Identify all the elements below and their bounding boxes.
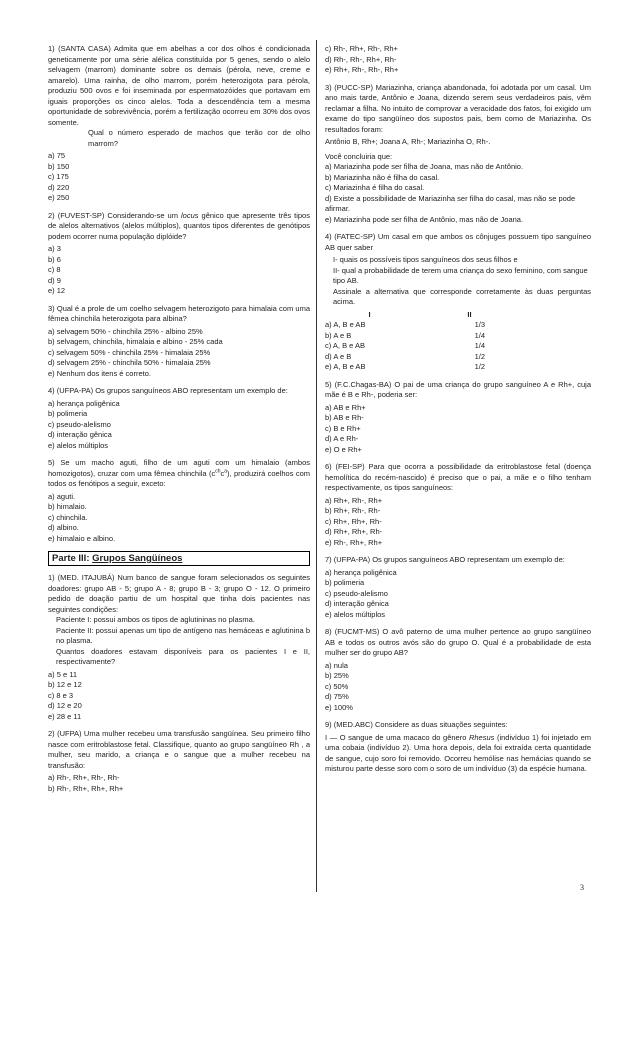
blood-question-7 bbox=[325, 555, 591, 620]
blood-question-8 bbox=[325, 627, 591, 713]
option: a) Rh-, Rh+, Rh-, Rh- bbox=[48, 773, 120, 782]
option: e) 12 bbox=[48, 286, 66, 295]
table-row bbox=[325, 352, 525, 363]
options bbox=[48, 151, 310, 204]
question-2 bbox=[48, 211, 310, 297]
question-text: 7) (UFPA-PA) Os grupos sanguíneos ABO representam um exemplo de: bbox=[325, 555, 565, 564]
page-number: 3 bbox=[580, 883, 584, 892]
option: a) 75 bbox=[48, 151, 66, 160]
table-row bbox=[325, 341, 525, 352]
table-cell: b) A e B bbox=[325, 330, 352, 340]
question-text: 2) (UFPA) Uma mulher recebeu uma transfusão sangüínea. Seu primeiro filho nasce com eritroblastose fetal. Classifique, quanto ao grupo sangüíneo Rh , a mulher, seu marido, a criança e o sangue que a mulher recebeu na transfusão: bbox=[48, 729, 310, 770]
blood-question-3 bbox=[325, 83, 591, 226]
table-row bbox=[325, 331, 525, 342]
option: d) 12 e 20 bbox=[48, 701, 82, 710]
option: a) selvagem 50% - chinchila 25% - albino 25% bbox=[48, 326, 203, 336]
option: c) 8 e 3 bbox=[48, 690, 74, 700]
option: b) Rh-, Rh+, Rh+, Rh+ bbox=[48, 783, 124, 793]
option: c) B e Rh+ bbox=[325, 423, 361, 433]
option: e) O e Rh+ bbox=[325, 444, 362, 454]
column-header: II bbox=[467, 309, 472, 319]
option: d) Existe a possibilidade de Mariazinha ser filha do casal, mas não se pode afirmar. bbox=[325, 193, 576, 213]
option: b) himalaio. bbox=[48, 502, 87, 511]
superscript: a bbox=[224, 468, 228, 474]
option: d) albino. bbox=[48, 523, 79, 532]
table-cell: e) A, B e AB bbox=[325, 362, 366, 371]
option: d) 9 bbox=[48, 275, 61, 285]
table-cell: c) A, B e AB bbox=[325, 341, 366, 350]
option: b) selvagem, chinchila, himalaia e albino - 25% cada bbox=[48, 337, 223, 346]
question-3 bbox=[48, 304, 310, 380]
table-cell: 1/2 bbox=[474, 362, 485, 371]
option: e) Rh+, Rh-, Rh-, Rh+ bbox=[325, 65, 399, 74]
question-text: 1) (MED. ITAJUBÁ) Num banco de sangue foram selecionados os seguintes doadores: grupo AB - 5; grupo A - 8; grupo B - 3; grupo O - 12. O primeiro pedido de doação partiu de um hospital que tinha dois pacientes nas seguintes condições: bbox=[48, 573, 310, 614]
question-text: 3) (PUCC-SP) Mariazinha, criança abandonada, foi adotada por um casal. Um ano mais tarde, Antônio e Joana, dizendo serem seus verdadeiros pais, vêm reclamar a filha. No intuito de comprovar a veracidade dos fatos, foi exigido um exame do tipo sangüíneo dos supostos pais, bem como de Mariazinha. Os resultados foram: bbox=[325, 82, 591, 134]
table-cell: a) A, B e AB bbox=[325, 320, 366, 329]
option: a) aguti. bbox=[48, 491, 76, 501]
option: e) himalaio e albino. bbox=[48, 533, 116, 543]
option: c) pseudo-alelismo bbox=[48, 419, 111, 429]
option: b) 25% bbox=[325, 671, 349, 680]
superscript: ch bbox=[215, 468, 221, 474]
patient-2: Paciente II: possui apenas um tipo de antígeno nas hemáceas e aglutinina b no plasma. bbox=[56, 625, 310, 645]
option: c) Rh+, Rh+, Rh- bbox=[325, 516, 382, 526]
question-1 bbox=[48, 44, 310, 204]
text-part: I — O sangue de uma macaco do gênero bbox=[325, 732, 469, 742]
option: a) 5 e 11 bbox=[48, 669, 78, 679]
right-column bbox=[325, 44, 591, 782]
section-title: Grupos Sangüíneos bbox=[92, 553, 183, 564]
option: a) nula bbox=[325, 660, 348, 670]
patient-1: Paciente I: possui ambos os tipos de aglutininas no plasma. bbox=[56, 615, 255, 624]
option: b) polimeria bbox=[325, 578, 365, 587]
option: e) alelos múltiplos bbox=[48, 440, 109, 450]
option: c) Mariazinha é filha do casal. bbox=[325, 183, 425, 192]
text-part: c bbox=[220, 468, 225, 478]
column-divider bbox=[316, 40, 317, 892]
text-part: 5) Se um macho aguti, filho de um aguti com um himalaio (ambos homozigotos), cruzar com uma fêmea chinchila (c bbox=[48, 458, 310, 478]
option: d) interação gênica bbox=[325, 599, 389, 608]
table-cell: 1/4 bbox=[474, 341, 485, 350]
option: d) Rh-, Rh-, Rh+, Rh- bbox=[325, 54, 397, 64]
option: e) 100% bbox=[325, 702, 353, 712]
section-part: Parte III: bbox=[52, 553, 90, 564]
option: b) AB e Rh- bbox=[325, 413, 364, 422]
text-part: (indivíduo 1) foi injetado em uma cobaia (indivíduo 2). Uma hora depois, dela foi extraída certa quantidade de sangue, cujo soro foi removido. Ocorreu hemólise nas hemácias quando se misturou parte desse soro com o soro de um indivíduo (3) da espécie humana. bbox=[325, 732, 592, 773]
blood-question-6 bbox=[325, 462, 591, 548]
option: a) Mariazinha pode ser filha de Joana, mas não de Antônio. bbox=[325, 162, 524, 171]
question-text: 3) Qual é a prole de um coelho selvagem heterozigoto para himalaia com uma fêmea chinchila heterozigota para albina? bbox=[48, 303, 310, 323]
blood-question-4 bbox=[325, 232, 591, 373]
text-part: gênico que apresente três tipos de alelos alternativos (alelos múltiplos), quantos tipos diferentes de genótipos podem ocorrer numa população diplóide? bbox=[48, 210, 310, 241]
option: c) Rh-, Rh+, Rh-, Rh+ bbox=[325, 44, 398, 53]
question-4 bbox=[48, 386, 310, 451]
option: b) 12 e 12 bbox=[48, 680, 82, 689]
text-italic: Rhesus bbox=[468, 732, 495, 742]
table-cell: d) A e B bbox=[325, 351, 352, 361]
table-cell: 1/4 bbox=[474, 330, 485, 340]
question-prompt: Quantos doadores estavam disponíveis para os pacientes I e II, respectivamente? bbox=[56, 646, 310, 666]
option: c) chinchila. bbox=[48, 512, 88, 522]
option: d) A e Rh- bbox=[325, 434, 359, 443]
option: c) 175 bbox=[48, 172, 69, 181]
blood-question-5 bbox=[325, 380, 591, 456]
option: b) 150 bbox=[48, 161, 70, 171]
section-heading bbox=[48, 551, 310, 566]
question-text: 4) (UFPA-PA) Os grupos sanguíneos ABO representam um exemplo de: bbox=[48, 386, 288, 395]
option: a) Rh+, Rh-, Rh+ bbox=[325, 495, 383, 505]
sub-question-1: I- quais os possíveis tipos sanguíneos dos seus filhos e bbox=[333, 255, 518, 264]
table-header bbox=[325, 310, 525, 321]
question-text bbox=[48, 458, 310, 490]
question-text: 9) (MED.ABC) Considere as duas situações seguintes: bbox=[325, 720, 508, 729]
text-part: 2) (FUVEST-SP) Considerando-se um bbox=[48, 210, 181, 220]
question-text: 5) (F.C.Chagas-BA) O pai de uma criança do grupo sanguíneo A e Rh+, cuja mãe é B e Rh-, poderia ser: bbox=[325, 379, 591, 399]
question-text: 6) (FEI-SP) Para que ocorra a possibilidade da eritroblastose fetal (doença hemolítica do recém-nascido) é preciso que o pai, a mãe e o filho tenham respectivamente, os tipos sanguíneos: bbox=[325, 462, 591, 492]
option: e) 28 e 11 bbox=[48, 711, 82, 721]
option: e) alelos múltiplos bbox=[325, 609, 386, 619]
blood-question-2 bbox=[48, 729, 310, 794]
question-text bbox=[48, 211, 310, 243]
option: b) polimeria bbox=[48, 409, 88, 418]
question-text: 4) (FATEC-SP) Um casal em que ambos os cônjuges possuem tipo sanguíneo AB quer saber bbox=[325, 232, 591, 252]
question-prompt: Você concluiria que: bbox=[325, 151, 393, 161]
option: c) selvagem 50% - chinchila 25% - himalaia 25% bbox=[48, 347, 211, 357]
left-column bbox=[48, 44, 310, 801]
option: d) 75% bbox=[325, 692, 349, 701]
question-5 bbox=[48, 458, 310, 544]
option: a) 3 bbox=[48, 244, 61, 253]
option: a) herança poligênica bbox=[48, 398, 120, 408]
blood-question-9 bbox=[325, 720, 591, 775]
column-header: I bbox=[368, 309, 371, 319]
answer-table bbox=[325, 310, 525, 373]
option: c) 50% bbox=[325, 681, 349, 691]
option: b) Rh+, Rh-, Rh- bbox=[325, 506, 381, 515]
situation-1 bbox=[325, 733, 591, 775]
table-cell: 1/3 bbox=[474, 320, 485, 329]
option: d) selvagem 25% - chinchila 50% - himalaia 25% bbox=[48, 358, 211, 367]
table-row bbox=[325, 320, 525, 331]
option: d) Rh+, Rh+, Rh- bbox=[325, 527, 383, 536]
option: d) interação gênica bbox=[48, 430, 112, 439]
option: d) 220 bbox=[48, 182, 70, 192]
table-cell: 1/2 bbox=[474, 351, 485, 361]
table-row bbox=[325, 362, 525, 373]
question-text: 8) (FUCMT-MS) O avô paterno de uma mulher pertence ao grupo sangüíneo AB e todos os outros avós são do grupo O. Qual é a probabilidade de esta mulher ser do grupo AB? bbox=[325, 627, 591, 657]
option: e) 250 bbox=[48, 193, 70, 202]
option: a) AB e Rh+ bbox=[325, 402, 366, 412]
option: e) Rh-, Rh+, Rh+ bbox=[325, 537, 383, 547]
question-text: 1) (SANTA CASA) Admita que em abelhas a cor dos olhos é condicionada geneticamente por uma série alélica constituída por 5 genes, sendo o alelo selvagem (marrom) dominante sobre os demais (pérola, neve, creme e amarelo). Uma rainha, de olho marrom, porém heterozigota para pérola, produziu 500 ovos e foi inseminada por espermatozóides que portavam em iguais proporções os cinco alelos. Toda a descendência tem a mesma oportunidade de sobrevivência, porém a fertilização ocorreu em 30% dos ovos somente. bbox=[48, 44, 310, 127]
results-line: Antônio B, Rh+; Joana A, Rh-; Mariazinha O, Rh-. bbox=[325, 137, 491, 146]
text-part: ), produzirá coelhos com todos os fenótipos a seguir, exceto: bbox=[48, 468, 310, 488]
question-prompt: Assinale a alternativa que corresponde corretamente às duas perguntas acima. bbox=[333, 286, 591, 306]
option: c) 8 bbox=[48, 265, 61, 274]
option: e) Mariazinha pode ser filha de Antônio, mas não de Joana. bbox=[325, 214, 524, 224]
sub-question-2: II- qual a probabilidade de terem uma criança do sexo feminino, com sangue tipo AB. bbox=[333, 265, 588, 285]
text-italic: locus bbox=[181, 210, 199, 220]
option: e) Nenhum dos itens é correto. bbox=[48, 368, 151, 378]
blood-question-1 bbox=[48, 573, 310, 722]
option: a) herança poligênica bbox=[325, 567, 397, 577]
option: c) pseudo-alelismo bbox=[325, 588, 388, 598]
question-prompt: Qual o número esperado de machos que terão cor de olho marrom? bbox=[88, 128, 310, 148]
option: b) 6 bbox=[48, 254, 61, 264]
blood-question-2-continued bbox=[325, 44, 591, 76]
option: b) Mariazinha não é filha do casal. bbox=[325, 172, 440, 182]
